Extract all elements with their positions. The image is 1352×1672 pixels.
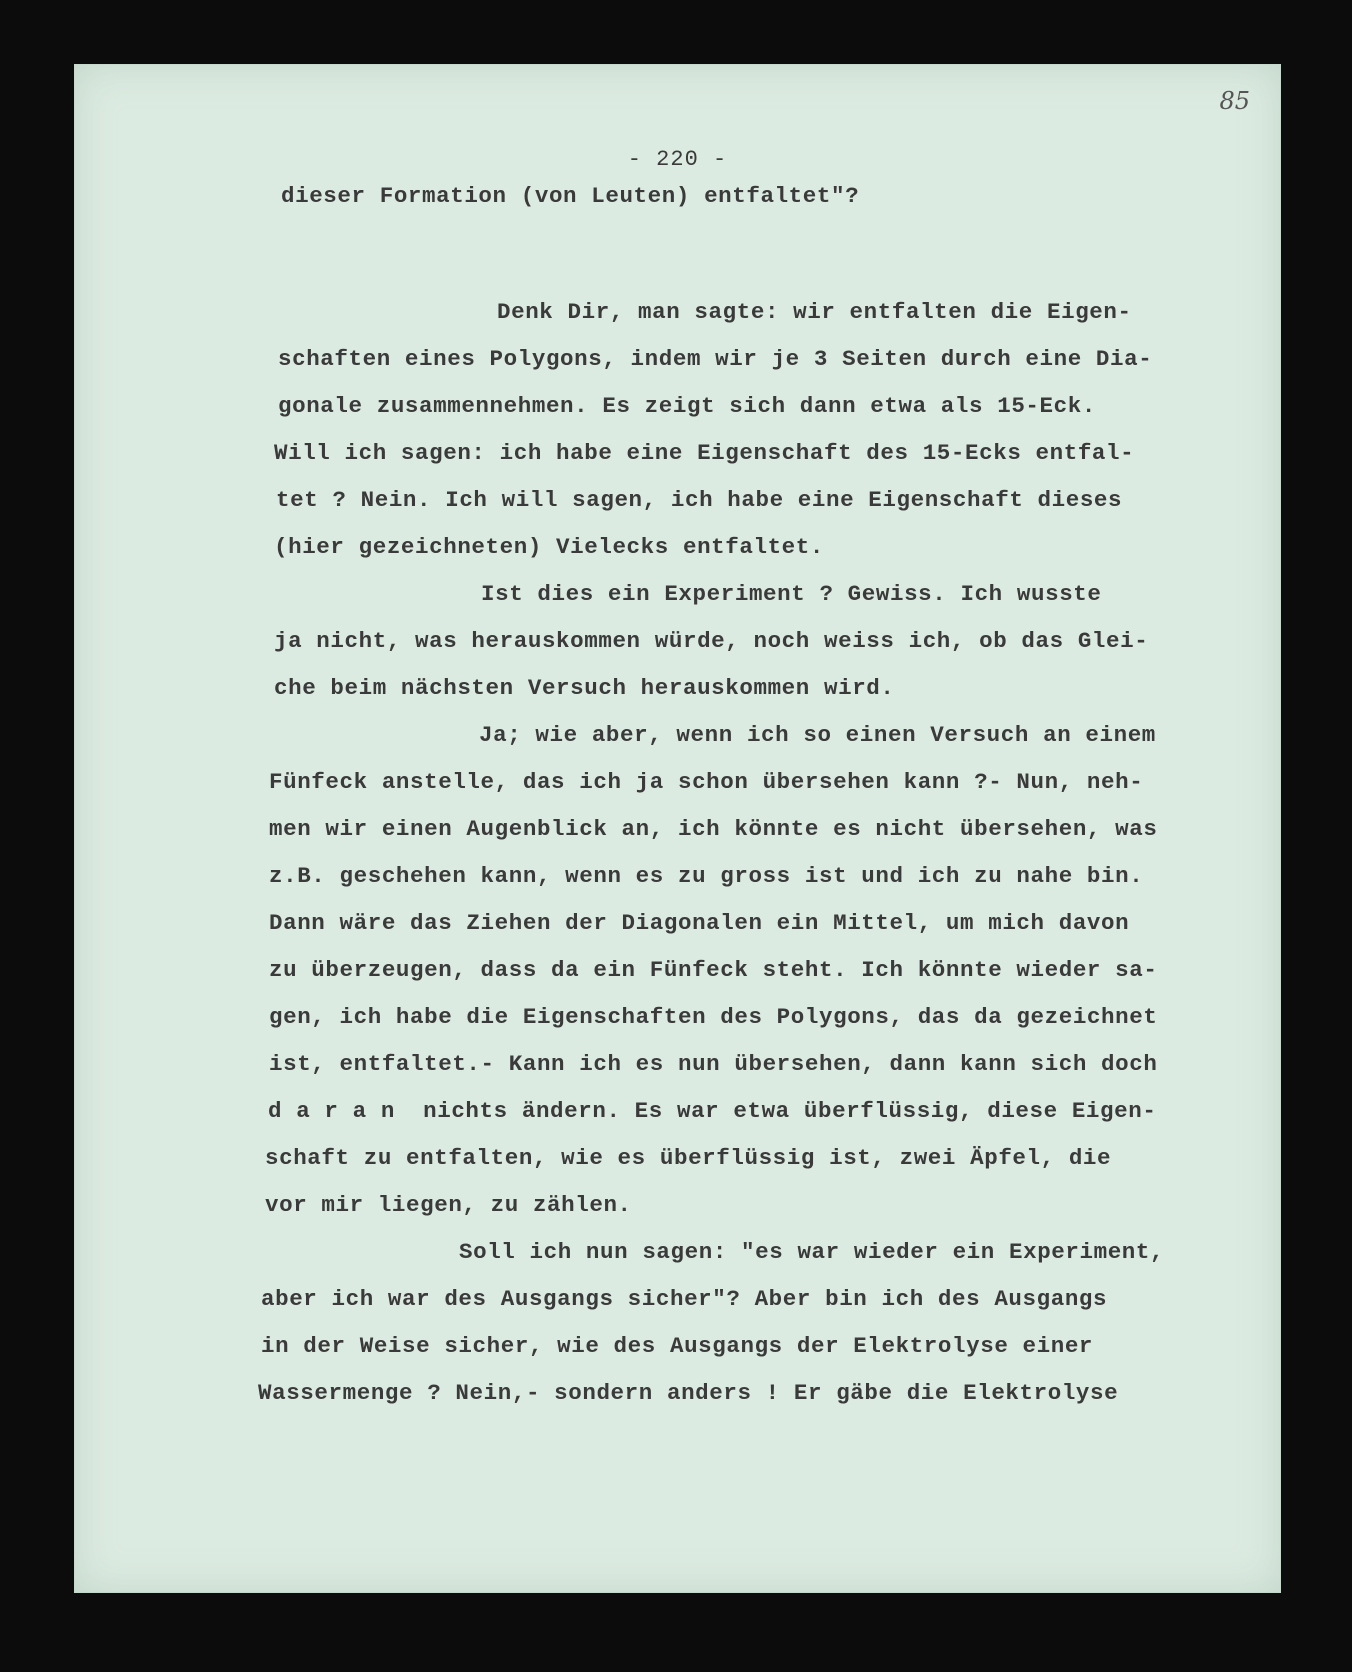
text-line: gonale zusammennehmen. Es zeigt sich dann etwa als 15-Eck. bbox=[278, 393, 1096, 419]
text-line: ja nicht, was herauskommen würde, noch weiss ich, ob das Glei- bbox=[274, 628, 1149, 654]
text-line: vor mir liegen, zu zählen. bbox=[265, 1192, 632, 1218]
text-line: Fünfeck anstelle, das ich ja schon übersehen kann ?- Nun, neh- bbox=[269, 769, 1144, 795]
text-line: gen, ich habe die Eigenschaften des Polygons, das da gezeichnet bbox=[269, 1004, 1158, 1030]
folio-number: 85 bbox=[1219, 87, 1250, 115]
text-line: zu überzeugen, dass da ein Fünfeck steht. Ich könnte wieder sa- bbox=[269, 957, 1158, 983]
page-number: - 220 - bbox=[627, 147, 728, 172]
text-line: Dann wäre das Ziehen der Diagonalen ein Mittel, um mich davon bbox=[269, 910, 1130, 936]
text-line: tet ? Nein. Ich will sagen, ich habe eine Eigenschaft dieses bbox=[276, 487, 1123, 513]
text-line: (hier gezeichneten) Vielecks entfaltet. bbox=[274, 534, 824, 560]
text-line: men wir einen Augenblick an, ich könnte es nicht übersehen, was bbox=[269, 816, 1158, 842]
text-line: ist, entfaltet.- Kann ich es nun übersehen, dann kann sich doch bbox=[269, 1051, 1158, 1077]
typescript-page bbox=[74, 64, 1281, 1593]
text-line: che beim nächsten Versuch herauskommen wird. bbox=[274, 675, 895, 701]
text-line: aber ich war des Ausgangs sicher"? Aber bin ich des Ausgangs bbox=[261, 1286, 1108, 1312]
text-line: dieser Formation (von Leuten) entfaltet"? bbox=[281, 183, 860, 209]
text-line: in der Weise sicher, wie des Ausgangs der Elektrolyse einer bbox=[261, 1333, 1094, 1359]
text-line: Wassermenge ? Nein,- sondern anders ! Er gäbe die Elektrolyse bbox=[258, 1380, 1119, 1406]
text-line: Soll ich nun sagen: "es war wieder ein Experiment, bbox=[459, 1239, 1165, 1265]
text-line: d a r a n nichts ändern. Es war etwa überflüssig, diese Eigen- bbox=[268, 1098, 1157, 1124]
text-line: Ist dies ein Experiment ? Gewiss. Ich wusste bbox=[481, 581, 1102, 607]
text-line: z.B. geschehen kann, wenn es zu gross ist und ich zu nahe bin. bbox=[269, 863, 1144, 889]
text-line: schaften eines Polygons, indem wir je 3 Seiten durch eine Dia- bbox=[278, 346, 1153, 372]
text-line: Will ich sagen: ich habe eine Eigenschaft des 15-Ecks entfal- bbox=[274, 440, 1135, 466]
text-line: Denk Dir, man sagte: wir entfalten die Eigen- bbox=[497, 299, 1132, 325]
text-line: schaft zu entfalten, wie es überflüssig ist, zwei Äpfel, die bbox=[265, 1145, 1112, 1171]
text-line: Ja; wie aber, wenn ich so einen Versuch an einem bbox=[479, 722, 1156, 748]
